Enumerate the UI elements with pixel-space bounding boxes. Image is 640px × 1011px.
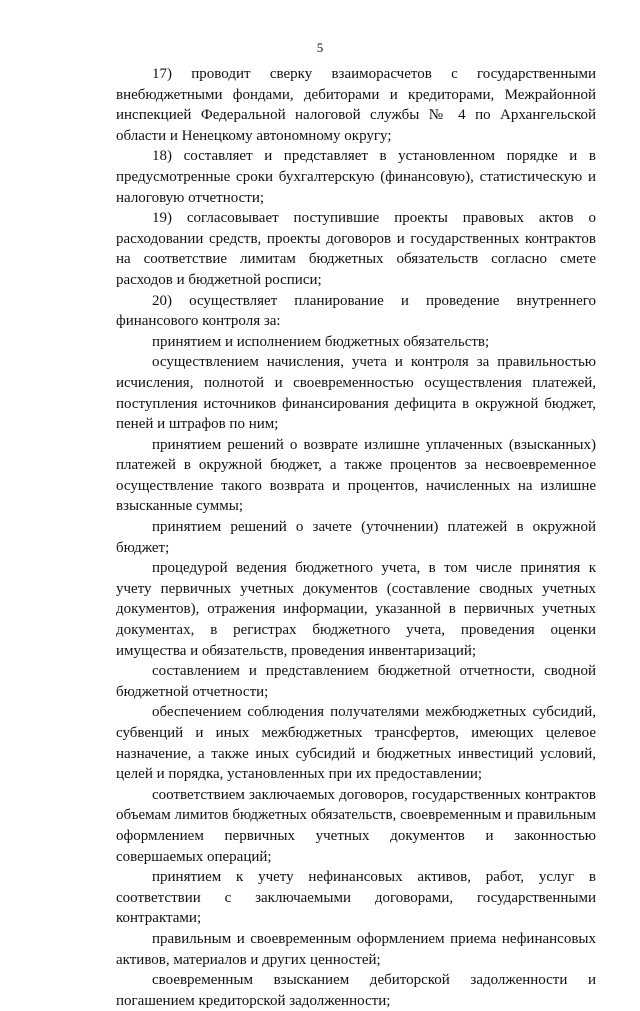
paragraph-item-18: 18) составляет и представляет в установленном порядке и в предусмотренные сроки бухгалтерскую (финансовую), статистическую и налоговую отчетности;: [116, 148, 596, 206]
control-item-budget-accounting: процедурой ведения бюджетного учета, в том числе принятия к учету первичных учетных документов (составление сводных учетных документов), отражения информации, указанной в первичных учетных документах, в регистрах бюджетного учета, проведения оценки имущества и обязательств, проведения инвентаризаций;: [116, 560, 596, 659]
control-item-refund-decisions: принятием решений о возврате излишне уплаченных (взысканных) платежей в окружной бюджет, а также процентов за несвоевременное осуществление такого возврата и процентов, начисленных на излишне взысканные суммы;: [116, 436, 596, 515]
control-item-offset-decisions: принятием решений о зачете (уточнении) платежей в окружной бюджет;: [116, 519, 596, 556]
control-item-reporting: составлением и представлением бюджетной отчетности, сводной бюджетной отчетности;: [116, 663, 596, 700]
control-item-nonfinancial-assets: принятием к учету нефинансовых активов, работ, услуг в соответствии с заключаемыми договорами, государственными контрактами;: [116, 869, 596, 927]
control-item-payments: осуществлением начисления, учета и контроля за правильностью исчисления, полнотой и своевременностью осуществления платежей, поступления источников финансирования дефицита в окружной бюджет, пеней и штрафов по ним;: [116, 354, 596, 433]
paragraph-item-19: 19) согласовывает поступившие проекты правовых актов о расходовании средств, проекты договоров и государственных контрактов на соответствие лимитам бюджетных обязательств согласно смете расходов и бюджетной росписи;: [116, 210, 596, 288]
control-item-budget-obligations: принятием и исполнением бюджетных обязательств;: [152, 333, 490, 350]
control-item-contracts: соответствием заключаемых договоров, государственных контрактов объемам лимитов бюджетных обязательств, своевременным и правильным оформлением первичных учетных документов и законностью совершаемых операций;: [116, 786, 596, 865]
control-item-asset-receipt: правильным и своевременным оформлением приема нефинансовых активов, материалов и других ценностей;: [116, 930, 596, 968]
control-item-receivables: своевременным взысканием дебиторской задолженности и погашением кредиторской задолженности;: [116, 972, 596, 1009]
paragraph-item-17: 17) проводит сверку взаиморасчетов с государственными внебюджетными фондами, дебиторами и кредиторами, Межрайонной инспекцией Федеральной налоговой службы № 4 по Архангельской области и Ненецкому автономному округу;: [116, 66, 596, 144]
control-item-subsidies: обеспечением соблюдения получателями межбюджетных субсидий, субвенций и иных межбюджетных трансфертов, имеющих целевое назначение, а также иных субсидий и бюджетных инвестиций условий, целей и порядка, установленных при их предоставлении;: [116, 704, 596, 783]
paragraph-item-20: 20) осуществляет планирование и проведение внутреннего финансового контроля за:: [116, 292, 596, 330]
document-body: [116, 64, 596, 1011]
page-number: 5: [316, 40, 324, 55]
